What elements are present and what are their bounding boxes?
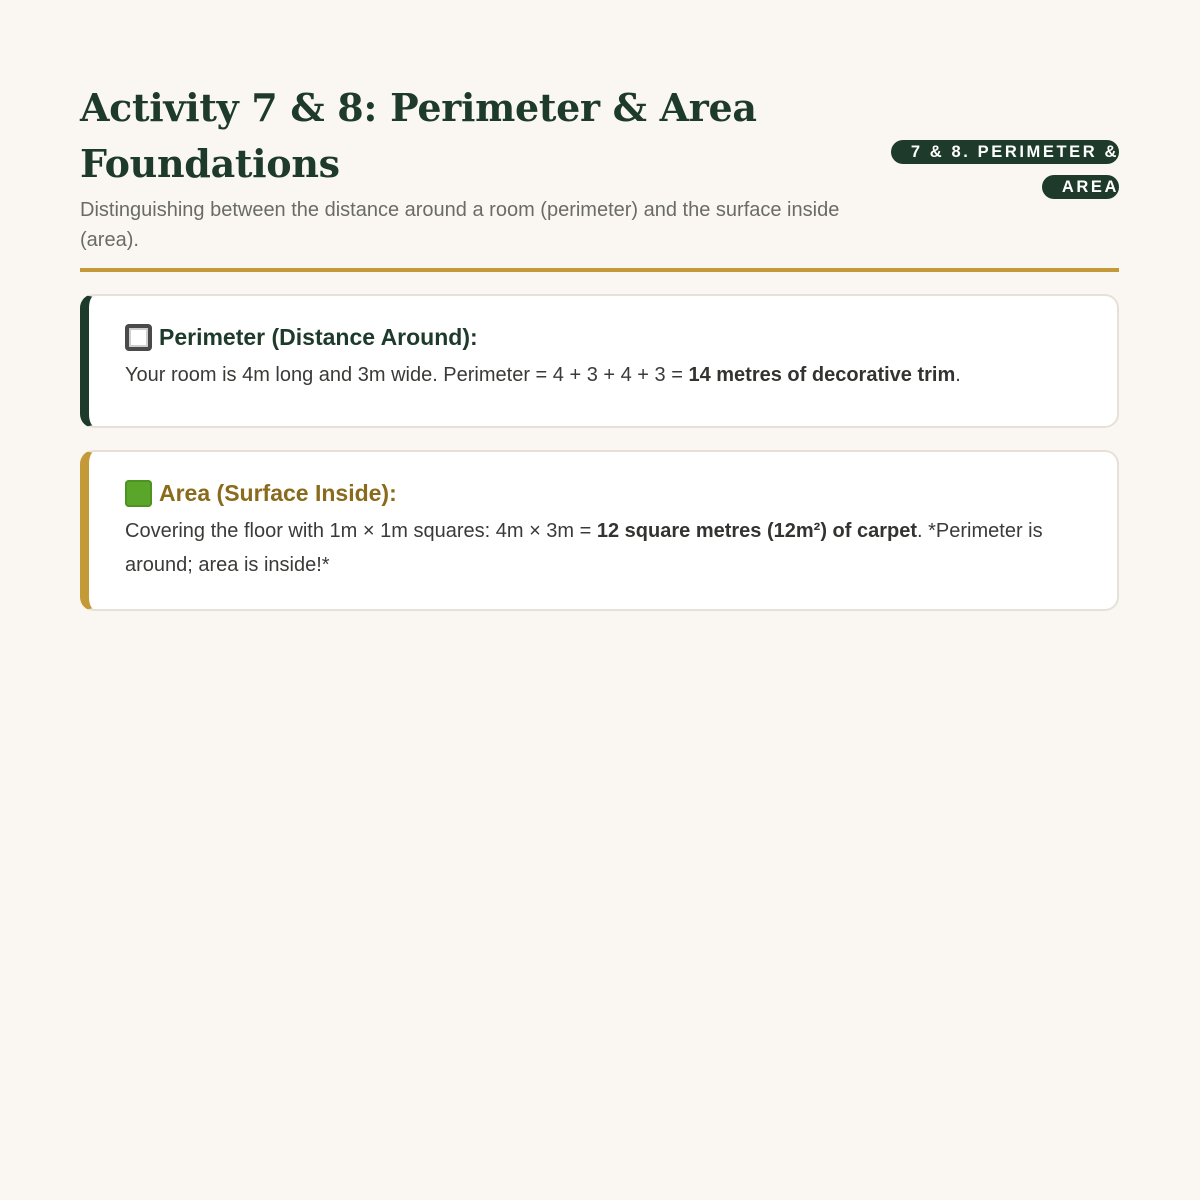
area-heading-label: Area (Surface Inside):: [159, 480, 397, 506]
perimeter-text: Your room is 4m long and 3m wide. Perimeter = 4 + 3 + 4 + 3 =: [125, 364, 689, 386]
area-text-end: . *Perimeter is around; area is inside!*: [125, 520, 1043, 576]
perimeter-explanation: [125, 358, 1083, 392]
perimeter-card: [80, 294, 1119, 428]
activity-badge-label: 7 & 8. PERIMETER & AREA: [891, 140, 1119, 199]
perimeter-heading-label: Perimeter (Distance Around):: [159, 324, 478, 350]
perimeter-result: 14 metres of decorative trim: [688, 364, 956, 386]
area-card: [80, 450, 1119, 611]
area-text: Covering the floor with 1m × 1m squares: 4m × 3m =: [125, 520, 597, 542]
perimeter-heading: [125, 320, 1083, 354]
square-outline-icon: [125, 324, 152, 351]
page-header: [80, 80, 1119, 255]
activity-badge: [880, 135, 1119, 205]
area-heading: [125, 476, 1083, 510]
area-result: 12 square metres (12m²) of carpet: [596, 520, 918, 542]
green-square-icon: [125, 480, 152, 507]
page-subtitle: Distinguishing between the distance around a room (perimeter) and the surface inside (area).: [80, 199, 840, 251]
page-title: Activity 7 & 8: Perimeter & Area Foundations: [80, 85, 757, 186]
header-divider: [80, 268, 1119, 272]
area-explanation: [125, 514, 1083, 582]
perimeter-text-end: .: [955, 364, 961, 386]
